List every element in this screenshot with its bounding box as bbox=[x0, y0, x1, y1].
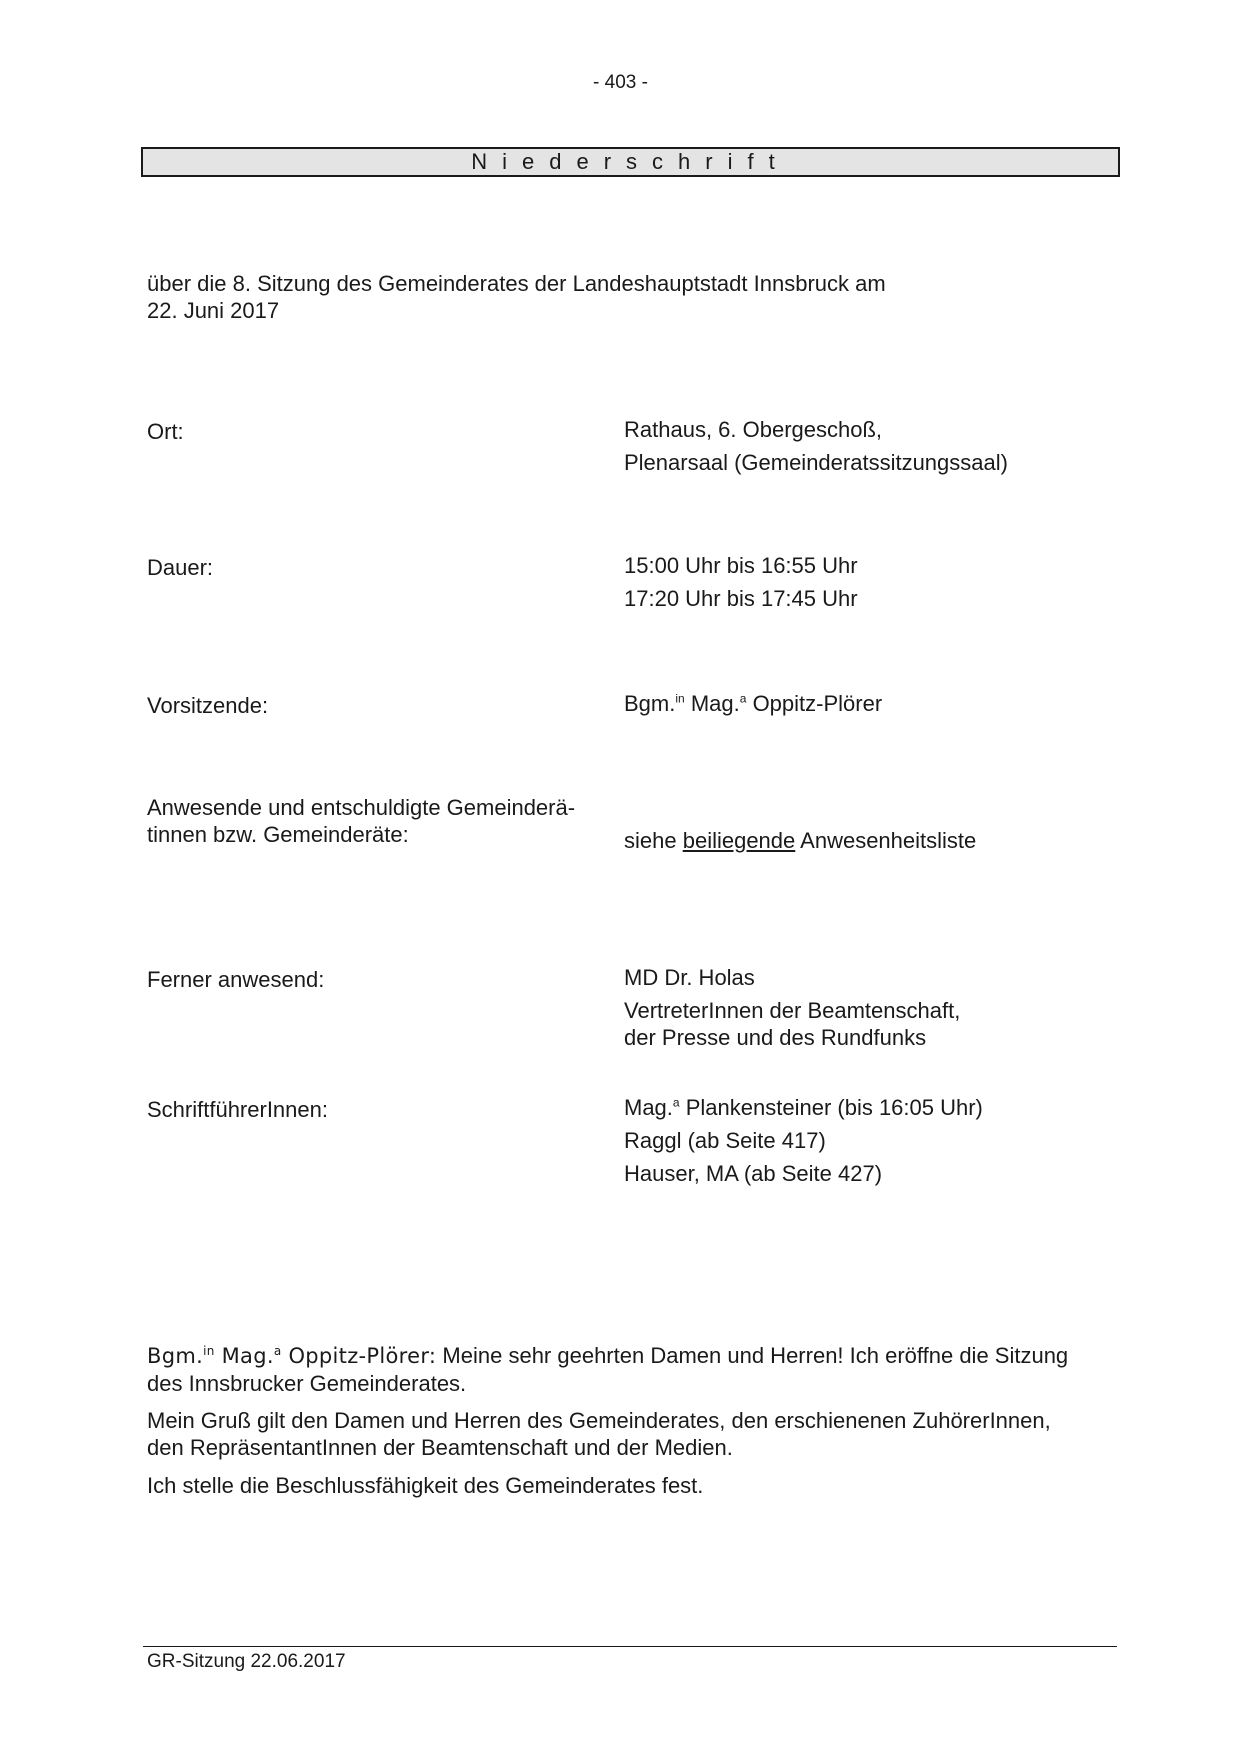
schrift-value bbox=[624, 1091, 983, 1190]
ferner-label: Ferner anwesend: bbox=[147, 967, 325, 992]
intro-text bbox=[147, 270, 1047, 324]
anwesend-label-line-1: Anwesende und entschuldigte Gemeinderä- bbox=[147, 795, 576, 820]
ferner-line-2: VertreterInnen der Beamtenschaft, bbox=[624, 998, 961, 1023]
schrift-mag: Mag. bbox=[624, 1095, 673, 1120]
footer-text: GR-Sitzung 22.06.2017 bbox=[147, 1651, 346, 1672]
footer-divider bbox=[143, 1646, 1117, 1647]
speech-paragraph-2 bbox=[147, 1407, 1117, 1461]
vorsitz-mag-sup: a bbox=[739, 691, 747, 706]
schrift-line-1 bbox=[624, 1091, 983, 1124]
ferner-value bbox=[624, 961, 960, 1051]
speech-paragraph-3: Ich stelle die Beschlussfähigkeit des Gemeinderates fest. bbox=[147, 1473, 704, 1498]
dauer-label: Dauer: bbox=[147, 555, 214, 580]
speech-p2-line-1: Mein Gruß gilt den Damen und Herren des Gemeinderates, den erschienenen ZuhörerInnen, bbox=[147, 1408, 1051, 1433]
vorsitz-bgm: Bgm. bbox=[624, 691, 676, 716]
dauer-value bbox=[624, 549, 858, 615]
speaker bbox=[147, 1344, 436, 1368]
speech-p1-line-1 bbox=[147, 1342, 1117, 1370]
speaker-name: Oppitz-Plörer: bbox=[288, 1344, 437, 1368]
ort-label: Ort: bbox=[147, 419, 184, 444]
ferner-line-3: der Presse und des Rundfunks bbox=[624, 1025, 927, 1050]
ferner-line-1: MD Dr. Holas bbox=[624, 965, 755, 990]
anwesend-label bbox=[147, 794, 575, 848]
dauer-line-2: 17:20 Uhr bis 17:45 Uhr bbox=[624, 586, 858, 611]
speaker-bgm-sup: in bbox=[203, 1344, 215, 1358]
speaker-mag: Mag. bbox=[221, 1344, 274, 1368]
speech-p1-rest: Meine sehr geehrten Damen und Herren! Ich eröffne die Sitzung bbox=[442, 1343, 1069, 1368]
ort-line-1: Rathaus, 6. Obergeschoß, bbox=[624, 417, 883, 442]
schrift-line-2: Raggl (ab Seite 417) bbox=[624, 1128, 826, 1153]
schrift-label: SchriftführerInnen: bbox=[147, 1097, 328, 1122]
speaker-mag-sup: a bbox=[273, 1344, 282, 1358]
anwesend-label-line-2: tinnen bzw. Gemeinderäte: bbox=[147, 822, 409, 847]
schrift-line-1-rest: Plankensteiner (bis 16:05 Uhr) bbox=[685, 1095, 983, 1120]
schrift-mag-sup: a bbox=[672, 1095, 680, 1110]
schrift-line-3: Hauser, MA (ab Seite 427) bbox=[624, 1161, 883, 1186]
intro-line-1: über die 8. Sitzung des Gemeinderates der Landeshauptstadt Innsbruck am bbox=[147, 271, 886, 296]
vorsitz-bgm-sup: in bbox=[675, 691, 685, 706]
vorsitz-value bbox=[624, 687, 882, 720]
speech-p1-line-2: des Innsbrucker Gemeinderates. bbox=[147, 1371, 467, 1396]
document-title: Niederschrift bbox=[141, 147, 1120, 177]
speech-paragraph-1 bbox=[147, 1342, 1117, 1397]
page-number: - 403 - bbox=[593, 72, 648, 93]
anwesend-value bbox=[624, 824, 976, 857]
ort-value bbox=[624, 413, 1008, 479]
anwesend-value-underlined: beiliegende bbox=[682, 828, 796, 853]
vorsitz-mag: Mag. bbox=[690, 691, 740, 716]
dauer-line-1: 15:00 Uhr bis 16:55 Uhr bbox=[624, 553, 858, 578]
speaker-bgm: Bgm. bbox=[147, 1344, 204, 1368]
vorsitz-label: Vorsitzende: bbox=[147, 693, 269, 718]
vorsitz-name: Oppitz-Plörer bbox=[752, 691, 883, 716]
anwesend-value-pre: siehe bbox=[624, 828, 683, 853]
intro-line-2: 22. Juni 2017 bbox=[147, 298, 280, 323]
ort-line-2: Plenarsaal (Gemeinderatssitzungssaal) bbox=[624, 450, 1008, 475]
speech-p2-line-2: den RepräsentantInnen der Beamtenschaft und der Medien. bbox=[147, 1435, 733, 1460]
anwesend-value-post: Anwesenheitsliste bbox=[795, 828, 977, 853]
